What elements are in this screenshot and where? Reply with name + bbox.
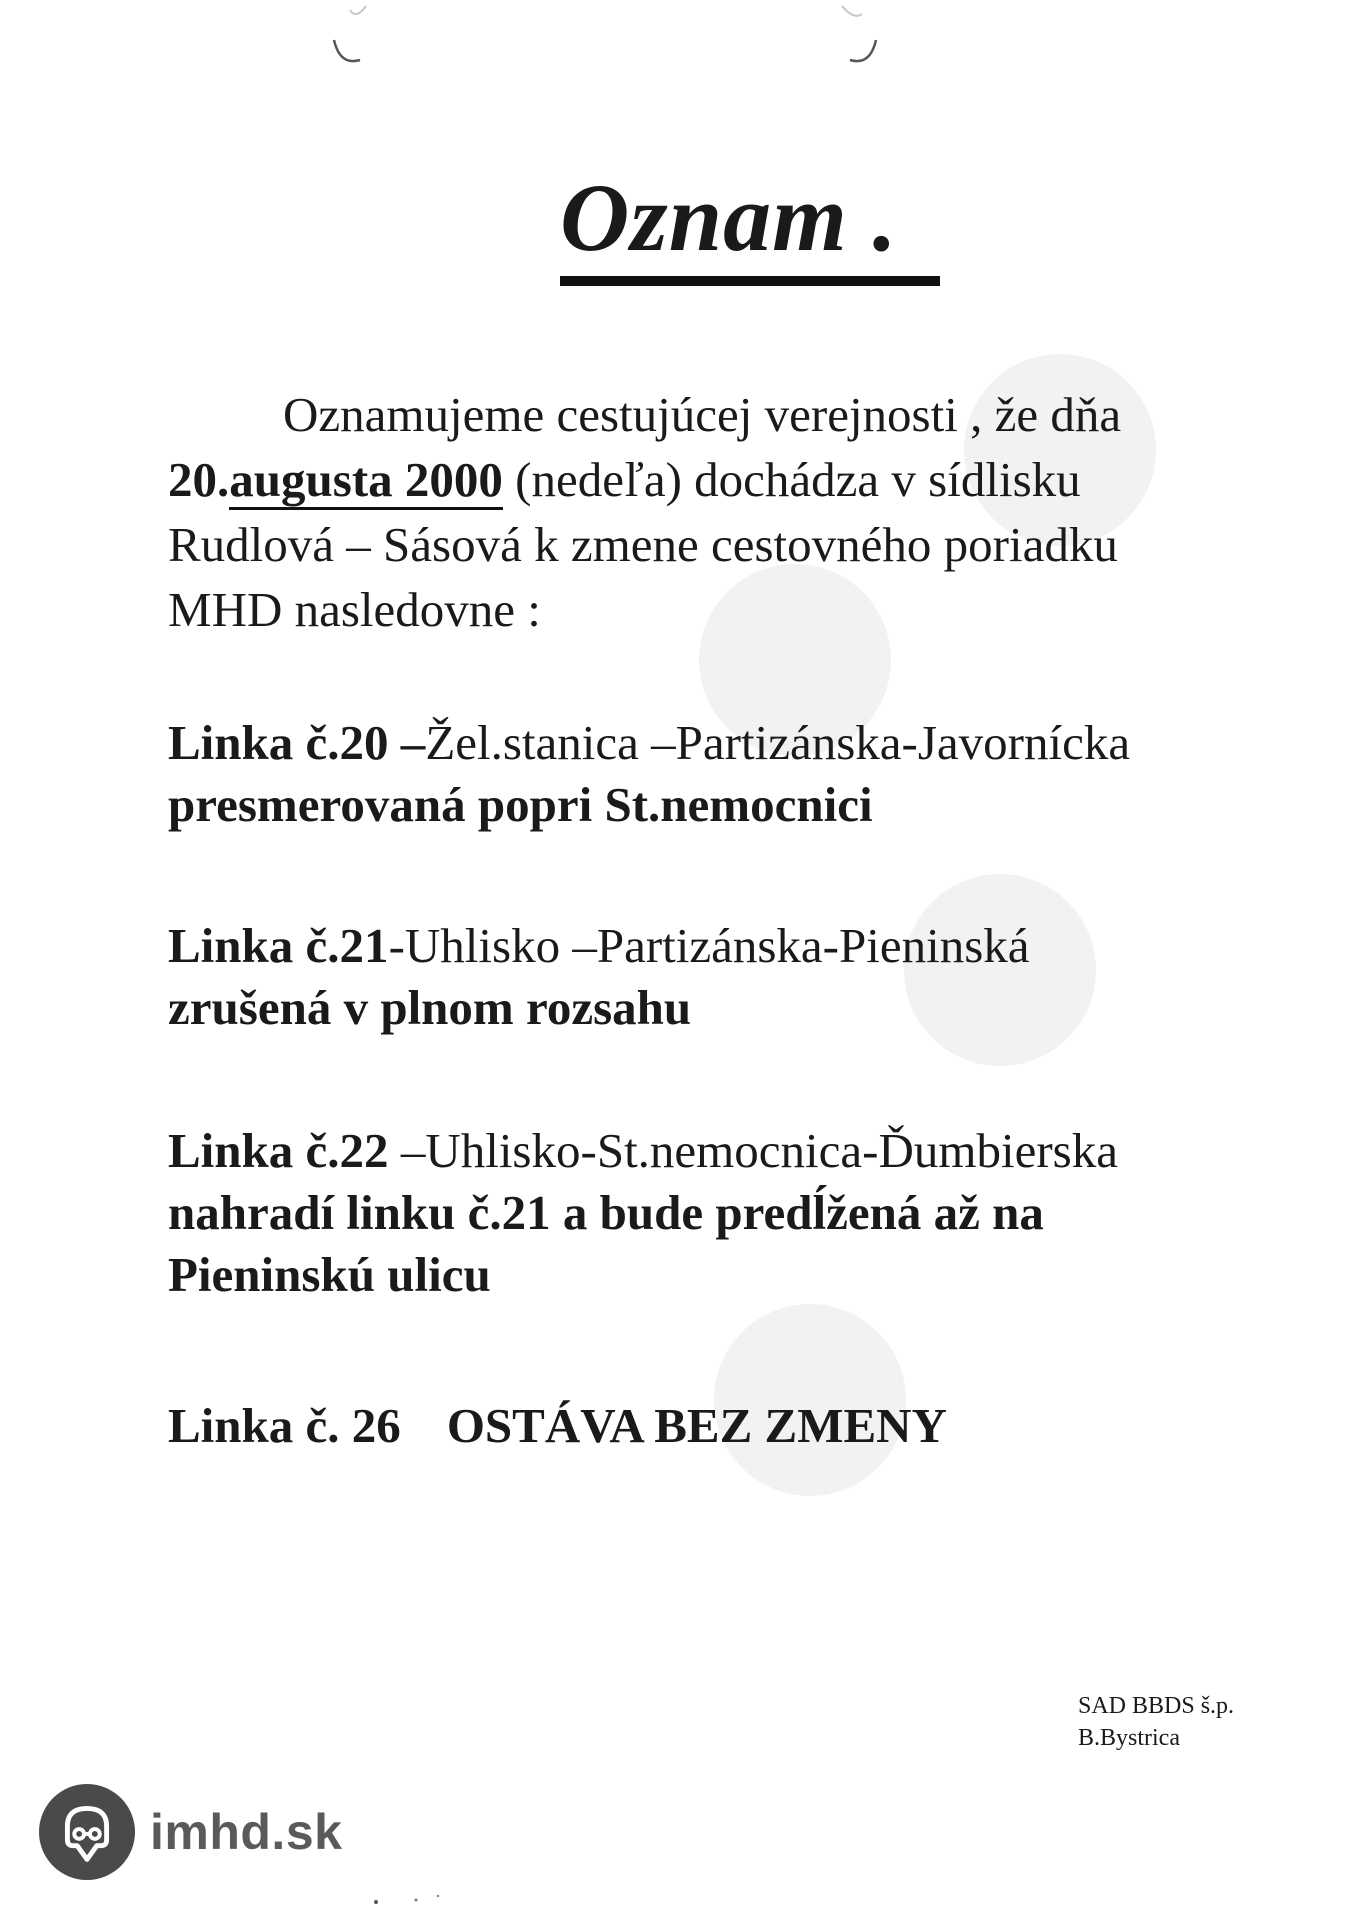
date-text: augusta 2000 (229, 452, 503, 510)
title-underline (560, 276, 940, 286)
line-20-label: Linka č.20 – (168, 715, 426, 770)
line-21-change: zrušená v plnom rozsahu (168, 980, 692, 1035)
line-21-route-row (168, 915, 1308, 977)
date-number: 20. (168, 452, 230, 507)
line-26-block (168, 1395, 1308, 1457)
line-22-change-1: nahradí linku č.21 a bude predĺžená až na (168, 1185, 1044, 1240)
line-21-label: Linka č.21 (168, 918, 389, 973)
intro-line-2-rest: (nedeľa) dochádza v sídlisku (502, 452, 1081, 507)
issuer-city: B.Bystrica (1078, 1725, 1180, 1751)
paper-specks (370, 1890, 450, 1910)
notice-title: Oznam . (560, 164, 898, 271)
line-22-label: Linka č.22 (168, 1123, 389, 1178)
issuer-name: SAD BBDS š.p. (1078, 1693, 1235, 1719)
issuer-signature (1078, 1690, 1234, 1754)
line-22-change-2: Pieninskú ulicu (168, 1247, 491, 1302)
intro-line-4: MHD nasledovne : (168, 582, 541, 637)
line-26-status: OSTÁVA BEZ ZMENY (446, 1398, 947, 1453)
line-21-route: -Uhlisko –Partizánska-Pieninská (388, 918, 1030, 973)
line-22-route: –Uhlisko-St.nemocnica-Ďumbierska (388, 1123, 1118, 1178)
intro-line-1-text: Oznamujeme cestujúcej verejnosti , že dňa (283, 387, 1122, 442)
imhd-logo-text: imhd.sk (150, 1804, 343, 1860)
line-20-route-row (168, 712, 1308, 774)
intro-paragraph (168, 382, 1268, 642)
hanging-hook-right (840, 0, 880, 70)
intro-line-3: Rudlová – Sásová k zmene cestovného poriadku (168, 517, 1118, 572)
imhd-logo[interactable] (38, 1783, 342, 1881)
line-21-block (168, 915, 1308, 1039)
line-26-label: Linka č. 26 (168, 1398, 401, 1453)
intro-line-1 (168, 382, 1268, 447)
imhd-logo-icon (38, 1783, 136, 1881)
line-22-block (168, 1120, 1308, 1306)
line-20-block (168, 712, 1308, 836)
intro-line-2 (168, 447, 1268, 512)
line-20-route: Žel.stanica –Partizánska-Javornícka (425, 715, 1131, 770)
notice-title-block (560, 164, 960, 271)
line-20-change: presmerovaná popri St.nemocnici (168, 777, 873, 832)
hanging-hook-left (330, 0, 370, 70)
line-22-route-row (168, 1120, 1308, 1182)
